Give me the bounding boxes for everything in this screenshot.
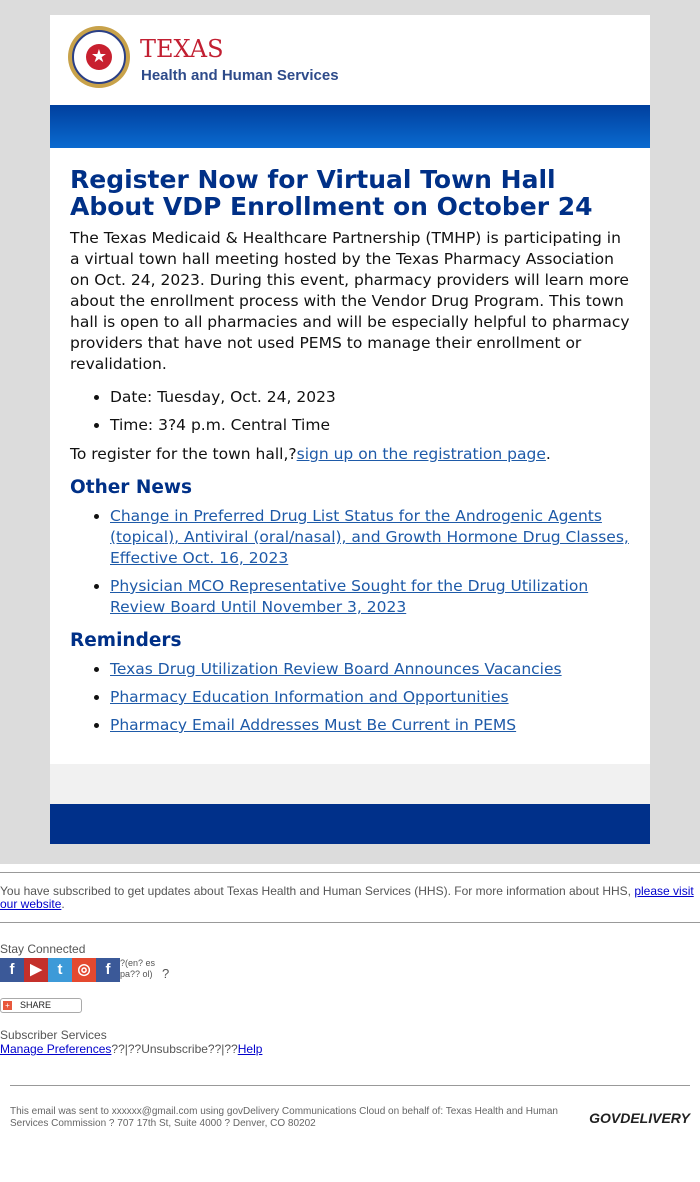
facebook-icon[interactable]: f [0, 958, 24, 982]
reminders-heading: Reminders [70, 630, 182, 651]
reminders-list [70, 659, 630, 736]
list-item [110, 506, 630, 569]
govdelivery-logo: GOVDELIVERY [589, 1110, 690, 1126]
subscriber-links [0, 1042, 700, 1056]
register-text: To register for the town hall,? [70, 445, 297, 463]
social-row [0, 958, 700, 982]
subscription-footer [0, 872, 700, 1140]
event-date: • Date: Tuesday, Oct. 24, 2023 [110, 387, 630, 408]
footer-spacer [50, 764, 650, 804]
subscribed-text: You have subscribed to get updates about Texas Health and Human Services (HHS). For more information about HHS, [0, 884, 635, 898]
twitter-icon[interactable]: t [48, 958, 72, 982]
website-link[interactable]: please visit our website [0, 884, 694, 911]
subscribed-notice: You have subscribed to get updates about Texas Health and Human Services (HHS). For more information about HHS, please visit our website. [0, 884, 694, 911]
header [50, 15, 650, 105]
article-intro: The Texas Medicaid & Healthcare Partnership (TMHP) is participating in a virtual town hall meeting hosted by the Texas Pharmacy Association on Oct. 24, 2023. During this event, pharmacy providers will learn more about the enrollment process with the Vendor Drug Program. This town hall is open to all pharmacies and will be especially helpful to pharmacy providers that have not used PEMS to manage their enrollment or revalidation. [70, 229, 630, 373]
stay-connected-label: Stay Connected [0, 942, 86, 956]
instagram-icon[interactable]: ◎ [72, 958, 96, 982]
divider [0, 922, 700, 923]
other-news-list [70, 506, 630, 618]
reminder-link[interactable]: Texas Drug Utilization Review Board Announces Vacancies [110, 660, 562, 678]
facebook-spanish-icon[interactable]: f [96, 958, 120, 982]
reminder-link[interactable]: Pharmacy Email Addresses Must Be Current in PEMS [110, 716, 517, 734]
legal-text: This email was sent to xxxxxx@gmail.com using govDelivery Communications Cloud on behalf of: Texas Health and Human Services Commission ? 707 17th St, Suite 4000 ? Denver, CO 80202 [10, 1106, 558, 1129]
news-link[interactable]: Physician MCO Representative Sought for the Drug Utilization Review Board Until November 3, 2023 [110, 577, 589, 616]
manage-preferences-link[interactable]: Manage Preferences [0, 1042, 112, 1056]
event-time: • Time: 3?4 p.m. Central Time [110, 415, 630, 436]
register-end: . [545, 445, 551, 463]
event-details [70, 387, 630, 436]
brand-title: TEXAS [140, 35, 224, 63]
subscriber-services-label: Subscriber Services [0, 1028, 107, 1042]
register-paragraph [70, 444, 630, 465]
list-item [110, 576, 630, 618]
reminder-link[interactable]: Pharmacy Education Information and Opportunities [110, 688, 509, 706]
separator: ??|?? [207, 1042, 238, 1056]
hhs-seal-icon: ★ [68, 26, 130, 88]
help-link[interactable]: Help [237, 1042, 263, 1056]
unsubscribe-link[interactable]: Unsubscribe [141, 1042, 208, 1056]
list-item [110, 659, 630, 680]
share-button[interactable] [0, 998, 82, 1013]
legal-section [0, 1086, 700, 1140]
article [50, 148, 650, 764]
separator: ??|?? [111, 1042, 142, 1056]
list-item [110, 715, 630, 736]
youtube-icon[interactable]: ▶ [24, 958, 48, 982]
news-link[interactable]: Change in Preferred Drug List Status for the Androgenic Agents (topical), Antiviral (oral/nasal), and Growth Hormone Drug Classes, Effective Oct. 16, 2023 [110, 507, 629, 567]
brand-subtitle: Health and Human Services [141, 67, 339, 84]
footer-band [50, 804, 650, 844]
spanish-extra: ? [162, 966, 170, 981]
spanish-label: ?(en? espa?? ol) [120, 958, 156, 979]
email-card [50, 15, 650, 844]
plus-icon: + [3, 1001, 12, 1010]
list-item [110, 687, 630, 708]
share-label: SHARE [20, 1000, 52, 1010]
registration-link[interactable]: sign up on the registration page [296, 445, 546, 463]
article-title: Register Now for Virtual Town Hall About VDP Enrollment on October 24 [70, 165, 593, 221]
header-band [50, 105, 650, 148]
other-news-heading: Other News [70, 477, 192, 498]
